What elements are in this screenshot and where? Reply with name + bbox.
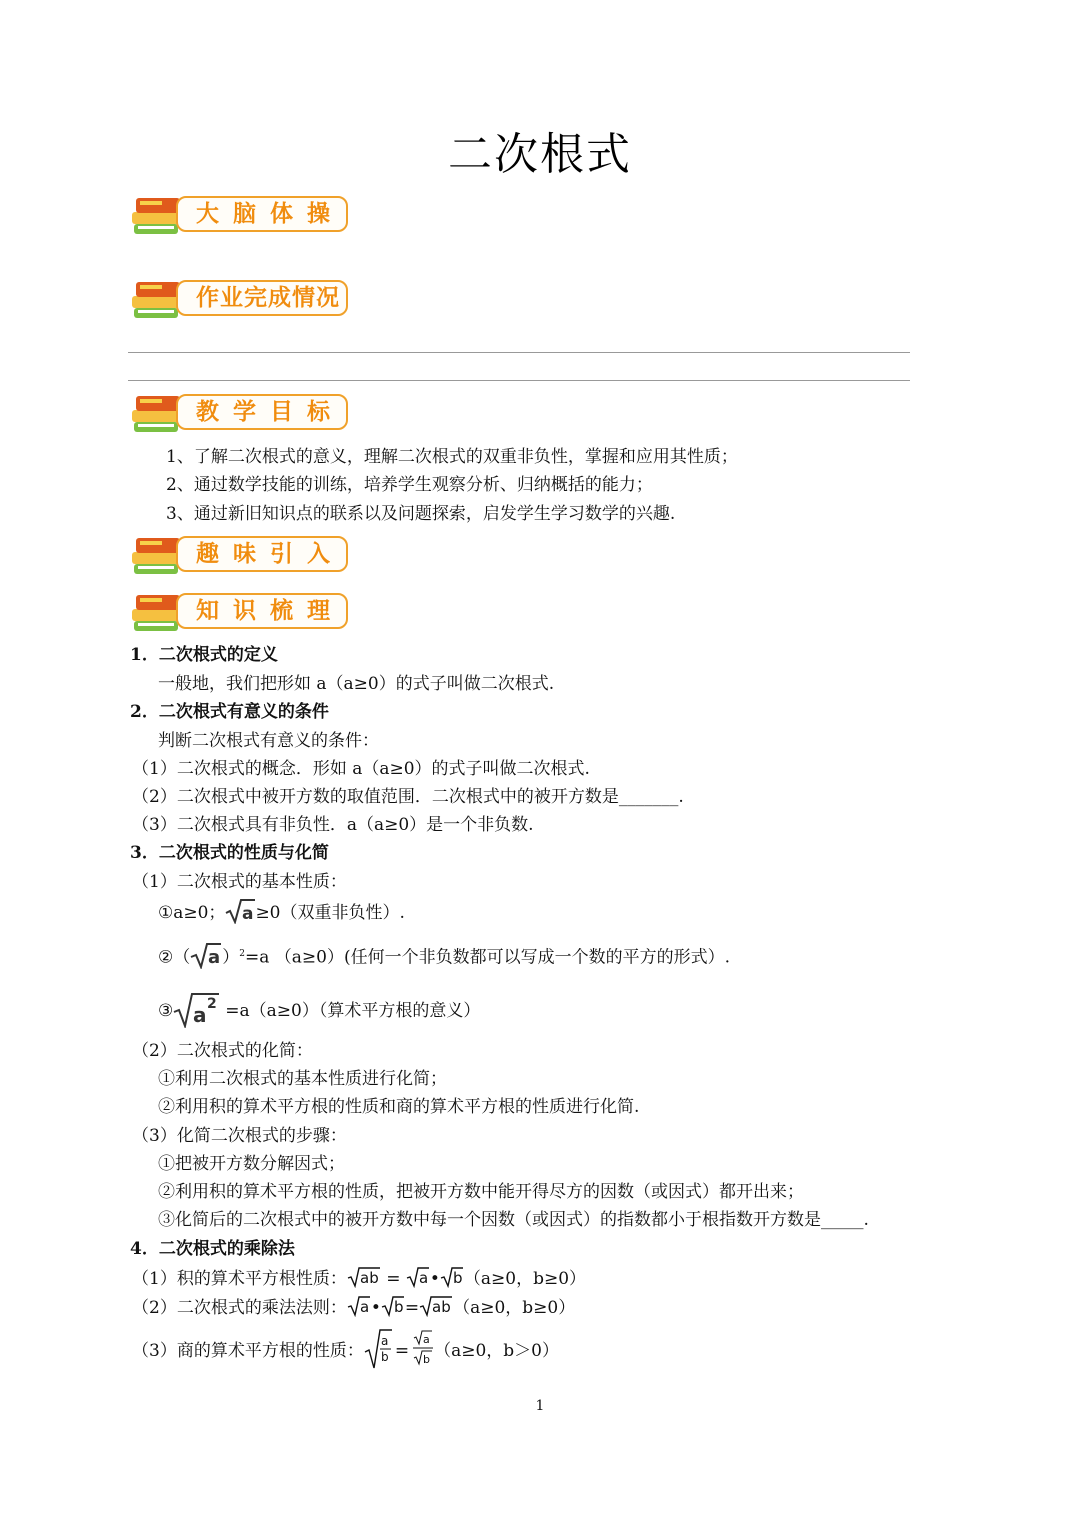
goal-item: 3、通过新旧知识点的联系以及问题探索，启发学生学习数学的兴趣. xyxy=(166,504,676,524)
page-title: 二次根式 xyxy=(448,129,632,180)
radical-sign xyxy=(190,941,222,969)
page-number: 1 xyxy=(535,1398,545,1414)
section-heading: 2．二次根式有意义的条件 xyxy=(130,702,329,722)
banner-brain-exercise: 大脑体操 xyxy=(128,188,354,244)
list-item: ②利用积的算术平方根的性质和商的算术平方根的性质进行化简. xyxy=(158,1097,640,1117)
paragraph: （1）二次根式的基本性质： xyxy=(132,872,347,892)
list-item: （2）二次根式中被开方数的取值范围．二次根式中的被开方数是_______. xyxy=(132,787,684,807)
goal-item: 1、了解二次根式的意义，理解二次根式的双重非负性，掌握和应用其性质； xyxy=(166,447,738,467)
list-item: ①利用二次根式的基本性质进行化简； xyxy=(158,1069,447,1089)
list-item: （3）二次根式具有非负性．a（a≥0）是一个非负数. xyxy=(132,815,534,835)
radical-fraction xyxy=(412,1326,434,1370)
property-1: ①a≥0； a ≥0（双重非负性）. xyxy=(158,898,405,925)
svg-text:ab: ab xyxy=(432,1298,451,1316)
banner-knowledge-review: 知识梳理 xyxy=(128,585,354,641)
svg-text:b: b xyxy=(380,1350,389,1364)
list-item: ①把被开方数分解因式； xyxy=(158,1154,345,1174)
radical-sign xyxy=(173,988,219,1028)
list-item: ②利用积的算术平方根的性质，把被开方数中能开得尽方的因数（或因式）都开出来； xyxy=(158,1182,804,1202)
svg-text:a: a xyxy=(418,1269,429,1287)
paragraph: （2）二次根式的化简： xyxy=(132,1041,313,1061)
svg-text:b: b xyxy=(423,1353,431,1366)
svg-text:a: a xyxy=(193,1003,207,1027)
property-2: ②（ a ）$^2$=a （a≥0）(任何一个非负数都可以写成一个数的平方的形式）. xyxy=(158,940,730,972)
formula-product-root: （1）积的算术平方根性质： ab = a • b （a≥0，b≥0） xyxy=(132,1266,586,1291)
radical-sign xyxy=(364,1326,392,1370)
radical-sign xyxy=(381,1295,405,1317)
radical-sign xyxy=(347,1295,371,1317)
radical-sign xyxy=(225,898,255,924)
banner-fun-intro: 趣味引入 xyxy=(128,528,354,584)
svg-text:b: b xyxy=(452,1269,463,1287)
formula-quotient-root: （3）商的算术平方根的性质： a b = a b （a≥0，b＞0） xyxy=(132,1326,559,1373)
paragraph: 一般地，我们把形如 a（a≥0）的式子叫做二次根式. xyxy=(158,674,555,694)
banner-homework-status: 作业完成情况 xyxy=(128,272,354,328)
property-3: ③ a 2 =a（a≥0）（算术平方根的意义） xyxy=(158,988,480,1031)
formula-multiplication-rule: （2）二次根式的乘法法则： a • b = ab （a≥0，b≥0） xyxy=(132,1295,575,1320)
svg-text:a: a xyxy=(380,1334,389,1348)
svg-text:a: a xyxy=(359,1298,370,1316)
svg-text:a: a xyxy=(208,946,221,968)
paragraph: （3）化简二次根式的步骤： xyxy=(132,1126,347,1146)
answer-line xyxy=(128,380,910,381)
section-heading: 3．二次根式的性质与化简 xyxy=(130,843,329,863)
svg-text:a: a xyxy=(423,1333,430,1346)
radical-sign xyxy=(419,1295,453,1317)
radical-sign xyxy=(406,1266,430,1288)
svg-text:ab: ab xyxy=(359,1269,379,1287)
svg-text:a: a xyxy=(242,904,254,924)
section-heading: 4．二次根式的乘除法 xyxy=(130,1239,295,1259)
list-item: （1）二次根式的概念．形如 a（a≥0）的式子叫做二次根式. xyxy=(132,759,590,779)
list-item: ③化简后的二次根式中的被开方数中每一个因数（或因式）的指数都小于根指数开方数是_____. xyxy=(158,1210,869,1230)
radical-sign xyxy=(347,1266,381,1288)
radical-sign xyxy=(440,1266,464,1288)
goal-item: 2、通过数学技能的训练，培养学生观察分析、归纳概括的能力； xyxy=(166,475,653,495)
paragraph: 判断二次根式有意义的条件： xyxy=(158,731,379,751)
banner-teaching-goals: 教学目标 xyxy=(128,386,354,442)
answer-line xyxy=(128,352,910,353)
svg-text:2: 2 xyxy=(207,996,217,1012)
svg-text:b: b xyxy=(393,1298,404,1316)
section-heading: 1．二次根式的定义 xyxy=(130,645,278,665)
